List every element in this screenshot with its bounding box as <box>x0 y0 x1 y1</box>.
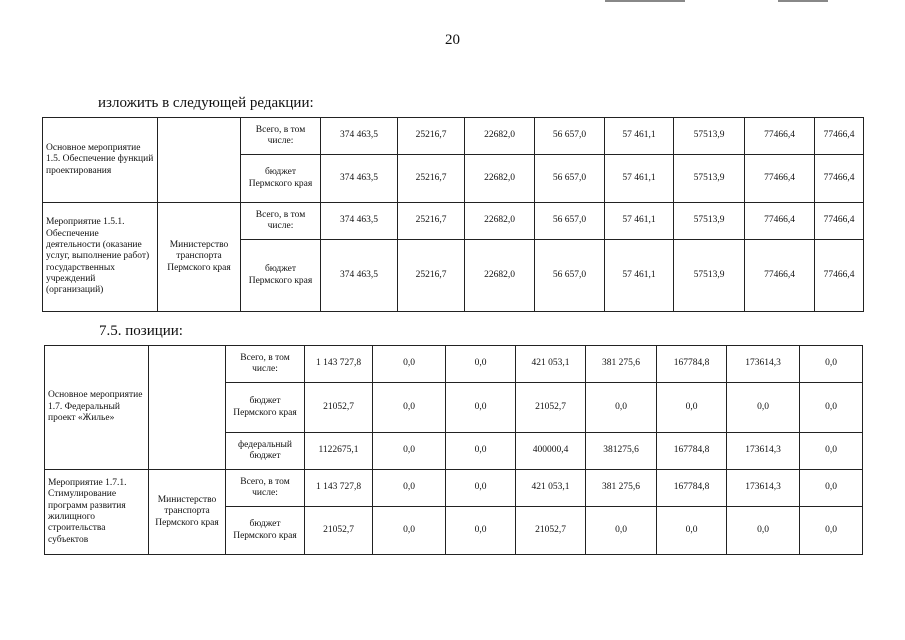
amount-cell: 0,0 <box>586 507 657 555</box>
amount-cell: 0,0 <box>446 507 516 555</box>
amount-cell: 57 461,1 <box>605 155 674 203</box>
amount-cell: 77466,4 <box>745 203 815 240</box>
amount-cell: 0,0 <box>586 383 657 433</box>
amount-cell: 25216,7 <box>398 240 465 312</box>
amount-cell: 77466,4 <box>745 118 815 155</box>
amount-cell: 56 657,0 <box>535 203 605 240</box>
amount-cell: 77466,4 <box>745 240 815 312</box>
amount-cell: 56 657,0 <box>535 155 605 203</box>
amount-cell: 56 657,0 <box>535 118 605 155</box>
amount-cell: 56 657,0 <box>535 240 605 312</box>
funding-source-cell: бюджет Пермского края <box>241 155 321 203</box>
executor-cell: Министерство транспорта Пермского края <box>149 470 226 555</box>
amount-cell: 0,0 <box>373 346 446 383</box>
amount-cell: 57513,9 <box>674 203 745 240</box>
amount-cell: 173614,3 <box>727 470 800 507</box>
amount-cell: 421 053,1 <box>516 470 586 507</box>
executor-cell <box>149 346 226 470</box>
amount-cell: 57513,9 <box>674 155 745 203</box>
top-rule-left <box>605 0 685 2</box>
funding-source-cell: Всего, в том числе: <box>241 203 321 240</box>
amount-cell: 0,0 <box>800 433 863 470</box>
measure-name-cell: Основное мероприятие 1.5. Обеспечение функций проектирования <box>43 118 158 203</box>
amount-cell: 25216,7 <box>398 203 465 240</box>
amount-cell: 21052,7 <box>305 507 373 555</box>
measure-name-cell: Мероприятие 1.7.1. Стимулирование программ развития жилищного строительства субъектов <box>45 470 149 555</box>
funding-source-cell: Всего, в том числе: <box>241 118 321 155</box>
table-row <box>45 346 863 383</box>
amount-cell: 25216,7 <box>398 155 465 203</box>
amount-cell: 22682,0 <box>465 118 535 155</box>
amount-cell: 173614,3 <box>727 433 800 470</box>
table-row <box>43 118 864 155</box>
amount-cell: 0,0 <box>800 507 863 555</box>
amount-cell: 21052,7 <box>305 383 373 433</box>
amount-cell: 381 275,6 <box>586 346 657 383</box>
table-row <box>43 203 864 240</box>
top-rule-right <box>778 0 828 2</box>
amount-cell: 381 275,6 <box>586 470 657 507</box>
amount-cell: 0,0 <box>446 383 516 433</box>
amount-cell: 22682,0 <box>465 155 535 203</box>
amount-cell: 0,0 <box>657 507 727 555</box>
amount-cell: 0,0 <box>727 383 800 433</box>
amount-cell: 77466,4 <box>745 155 815 203</box>
table-row <box>45 470 863 507</box>
amount-cell: 57 461,1 <box>605 203 674 240</box>
amount-cell: 1 143 727,8 <box>305 346 373 383</box>
executor-cell <box>158 118 241 203</box>
amount-cell: 0,0 <box>657 383 727 433</box>
amount-cell: 0,0 <box>373 433 446 470</box>
amount-cell: 1 143 727,8 <box>305 470 373 507</box>
amount-cell: 0,0 <box>446 433 516 470</box>
amount-cell: 374 463,5 <box>321 240 398 312</box>
amount-cell: 400000,4 <box>516 433 586 470</box>
funding-source-cell: бюджет Пермского края <box>226 383 305 433</box>
amount-cell: 167784,8 <box>657 433 727 470</box>
intro-text: изложить в следующей редакции: <box>98 95 314 111</box>
amount-cell: 57513,9 <box>674 118 745 155</box>
amount-cell: 0,0 <box>446 470 516 507</box>
amount-cell: 0,0 <box>800 383 863 433</box>
amount-cell: 77466,4 <box>815 203 864 240</box>
amount-cell: 0,0 <box>373 383 446 433</box>
funding-source-cell: Всего, в том числе: <box>226 470 305 507</box>
amount-cell: 374 463,5 <box>321 203 398 240</box>
amount-cell: 77466,4 <box>815 118 864 155</box>
amount-cell: 77466,4 <box>815 155 864 203</box>
amount-cell: 421 053,1 <box>516 346 586 383</box>
amount-cell: 374 463,5 <box>321 118 398 155</box>
amount-cell: 167784,8 <box>657 470 727 507</box>
budget-table-2 <box>44 345 863 555</box>
amount-cell: 57 461,1 <box>605 240 674 312</box>
measure-name-cell: Мероприятие 1.5.1. Обеспечение деятельности (оказание услуг, выполнение работ) государственных учреждений (организаций) <box>43 203 158 312</box>
amount-cell: 57 461,1 <box>605 118 674 155</box>
amount-cell: 0,0 <box>446 346 516 383</box>
executor-cell: Министерство транспорта Пермского края <box>158 203 241 312</box>
amount-cell: 57513,9 <box>674 240 745 312</box>
amount-cell: 0,0 <box>373 470 446 507</box>
amount-cell: 0,0 <box>800 470 863 507</box>
amount-cell: 0,0 <box>727 507 800 555</box>
funding-source-cell: федеральный бюджет <box>226 433 305 470</box>
amount-cell: 21052,7 <box>516 383 586 433</box>
amount-cell: 173614,3 <box>727 346 800 383</box>
section-heading: 7.5. позиции: <box>99 323 183 339</box>
funding-source-cell: Всего, в том числе: <box>226 346 305 383</box>
funding-source-cell: бюджет Пермского края <box>241 240 321 312</box>
amount-cell: 21052,7 <box>516 507 586 555</box>
amount-cell: 22682,0 <box>465 203 535 240</box>
funding-source-cell: бюджет Пермского края <box>226 507 305 555</box>
page-number: 20 <box>445 32 460 48</box>
amount-cell: 0,0 <box>373 507 446 555</box>
amount-cell: 374 463,5 <box>321 155 398 203</box>
measure-name-cell: Основное мероприятие 1.7. Федеральный проект «Жилье» <box>45 346 149 470</box>
amount-cell: 77466,4 <box>815 240 864 312</box>
budget-table-1 <box>42 117 864 312</box>
amount-cell: 381275,6 <box>586 433 657 470</box>
amount-cell: 0,0 <box>800 346 863 383</box>
amount-cell: 167784,8 <box>657 346 727 383</box>
amount-cell: 25216,7 <box>398 118 465 155</box>
amount-cell: 22682,0 <box>465 240 535 312</box>
amount-cell: 1122675,1 <box>305 433 373 470</box>
